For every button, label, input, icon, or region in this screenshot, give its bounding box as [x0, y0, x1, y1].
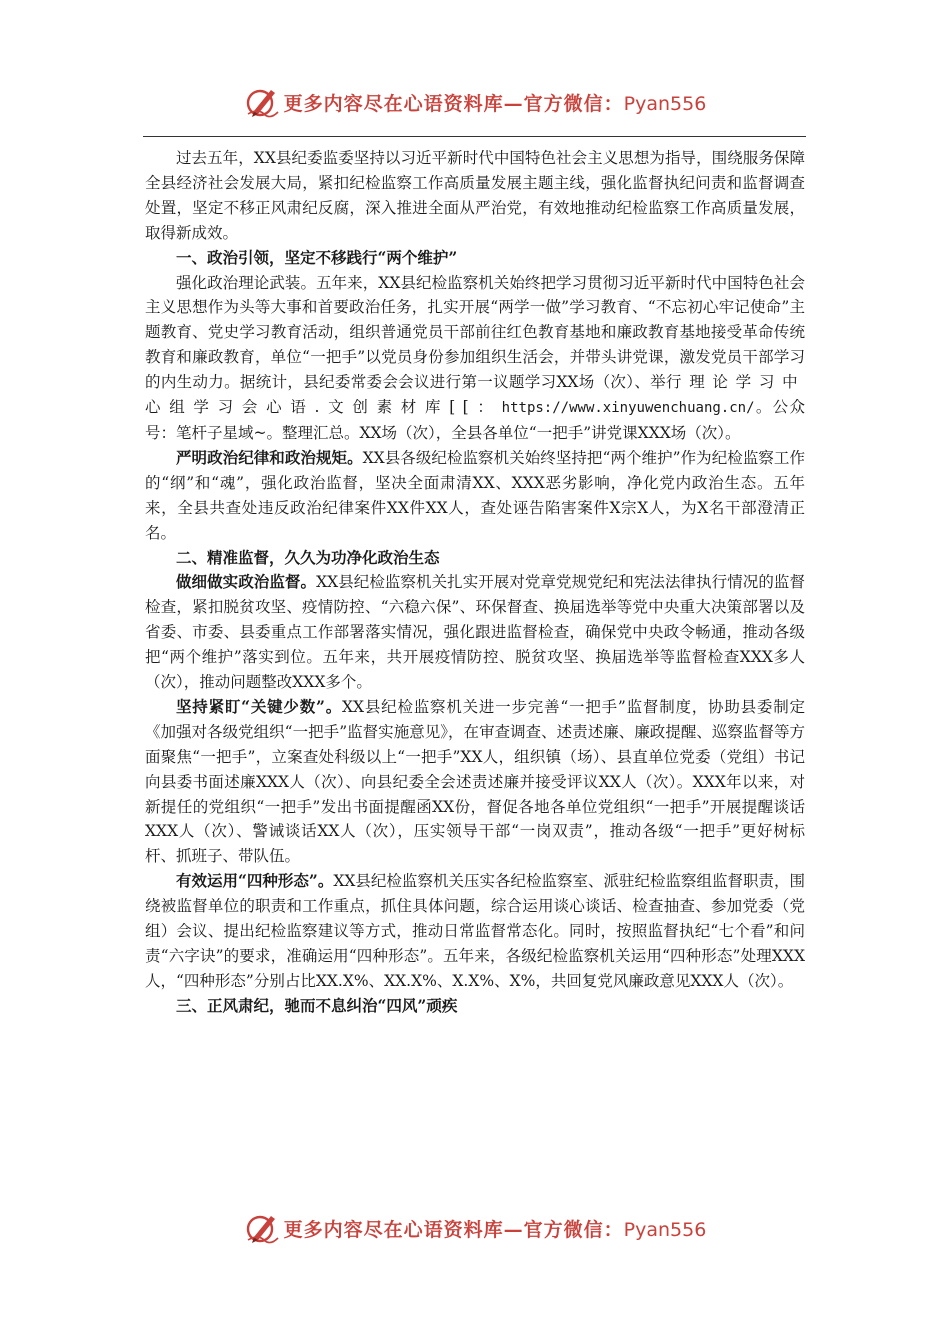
paragraph-lead: 做细做实政治监督。	[176, 572, 317, 592]
header-banner	[0, 82, 950, 122]
document-body	[145, 146, 805, 1019]
header-divider	[143, 136, 806, 137]
intro-paragraph: 过去五年，XX县纪委监委坚持以习近平新时代中国特色社会主义思想为指导，围绕服务保障全县经济社会发展大局，紧扣纪检监察工作高质量发展主题主线，强化监督执纪问责和监督调查处置，坚定不移正风肃纪反腐，深入推进全面从严治党，有效地推动纪检监察工作高质量发展，取得新成效。	[145, 149, 805, 242]
section-heading-1: 一、政治引领，坚定不移践行“两个维护”	[176, 247, 458, 267]
pen-logo-icon	[244, 1210, 280, 1246]
footer-banner-text: 更多内容尽在心语资料库—官方微信：Pyan556	[283, 1218, 707, 1241]
paragraph-text: XX县各级纪检监察机关始终坚持把“两个维护”作为纪检监察工作的“纲”和“魂”，强化政治监督，坚决全面肃清XX、XXX恶劣影响，净化党内政治生态。五年来，全县共查处违反政治纪律案件XX件XX人，查处诬告陷害案件X宗X人，为X名干部澄清正名。	[145, 448, 805, 542]
paragraph-lead: 严明政治纪律和政治规矩。	[176, 447, 363, 467]
paragraph-lead: 强化政治理论武装。	[176, 273, 317, 292]
paragraph-text: 五年来，XX县纪检监察机关始终把学习贯彻习近平新时代中国特色社会主义思想作为头等大事和首要政治任务，扎实开展“两学一做”学习教育、“不忘初心牢记使命”主题教育、党史学习教育活动，组织普通党员干部前往红色教育基地和廉政教育基地接受革命传统教育和廉政教育，单位“一把手”以党员身份参加组织生活会，并带头讲党课，激发党员干部学习的内生动力。据统计，县纪委常委会会议进行第一议题学习XX场（次）、举	[145, 273, 805, 392]
paragraph-text: XX县纪检监察机关压实各纪检监察室、派驻纪检监察组监督职责，围绕被监督单位的职责和工作重点，抓住具体问题，综合运用谈心谈话、检查抽查、参加党委（党组）会议、提出纪检监察建议等方式，推动日常监督常态化。同时，按照监督执纪“七个看”和问责“六字诀”的要求，准确运用“四种形态”。五年来，各级纪检监察机关运用“四种形态”处理XXX人，“四种形态”分别占比XX.X%、XX.X%、X.X%、X%，共回复党风廉政意见XXX人（次）。	[145, 872, 805, 990]
paragraph-text: XX县纪检监察机关扎实开展对党章党规党纪和宪法法律执行情况的监督检查，紧扣脱贫攻坚、疫情防控、“六稳六保”、环保督查、换届选举等党中央重大决策部署以及省委、市委、县委重点工作部署落实情况，强化跟进监督检查，确保党中央政令畅通，推动各级把“两个维护”落实到位。五年来，共开展疫情防控、脱贫攻坚、换届选举等监督检查XXX多人（次），推动问题整改XXX多个。	[145, 573, 805, 692]
pen-logo-icon	[244, 84, 280, 120]
url-part-2: www.xinyuwenchuang.cn/	[569, 400, 755, 417]
paragraph-political-supervision	[145, 570, 805, 695]
paragraph-political-theory	[145, 271, 805, 446]
paragraph-text: XX县纪检监察机关进一步完善“一把手”监督制度，协助县委制定《加强对各级党组织“一把手”监督实施意见》，在审查调查、述责述廉、廉政提醒、巡察监督等方面聚焦“一把手”，立案查处科级以上“一把手”XX人，组织镇（场）、县直单位党委（党组）书记向县委书面述廉XXX人（次）、向县纪委全会述责述廉并接受评议XX人（次）。XXX年以来，对新提任的党组织“一把手”发出书面提醒函XX份，督促各地各单位党组织“一把手”开展提醒谈话XXX人（次）、警诫谈话XX人（次），压实领导干部“一岗双责”，推动各级“一把手”更好树标杆、抓班子、带队伍。	[145, 697, 806, 866]
paragraph-text-tail: 。公众号：笔杆子星域~。整理汇总。XX场（次），全县各单位“一把手”讲党课XXX场（次）。	[145, 398, 805, 442]
footer-banner	[0, 1208, 950, 1248]
url-part-1: https://	[501, 400, 570, 417]
paragraph-political-discipline	[145, 446, 805, 546]
paragraph-lead: 坚持紧盯“关键少数”。	[176, 696, 343, 716]
paragraph-text-spaced: 行理论学习中心组学习会心语.文创素材库[[：	[145, 373, 805, 417]
section-heading-2: 二、精准监督，久久为功净化政治生态	[176, 547, 440, 567]
header-banner-text: 更多内容尽在心语资料库—官方微信：Pyan556	[283, 92, 707, 115]
paragraph-lead: 有效运用“四种形态”。	[176, 871, 334, 891]
paragraph-four-forms	[145, 869, 805, 994]
section-heading-3: 三、正风肃纪，驰而不息纠治“四风”顽疾	[176, 995, 458, 1015]
paragraph-key-minority	[145, 695, 805, 869]
